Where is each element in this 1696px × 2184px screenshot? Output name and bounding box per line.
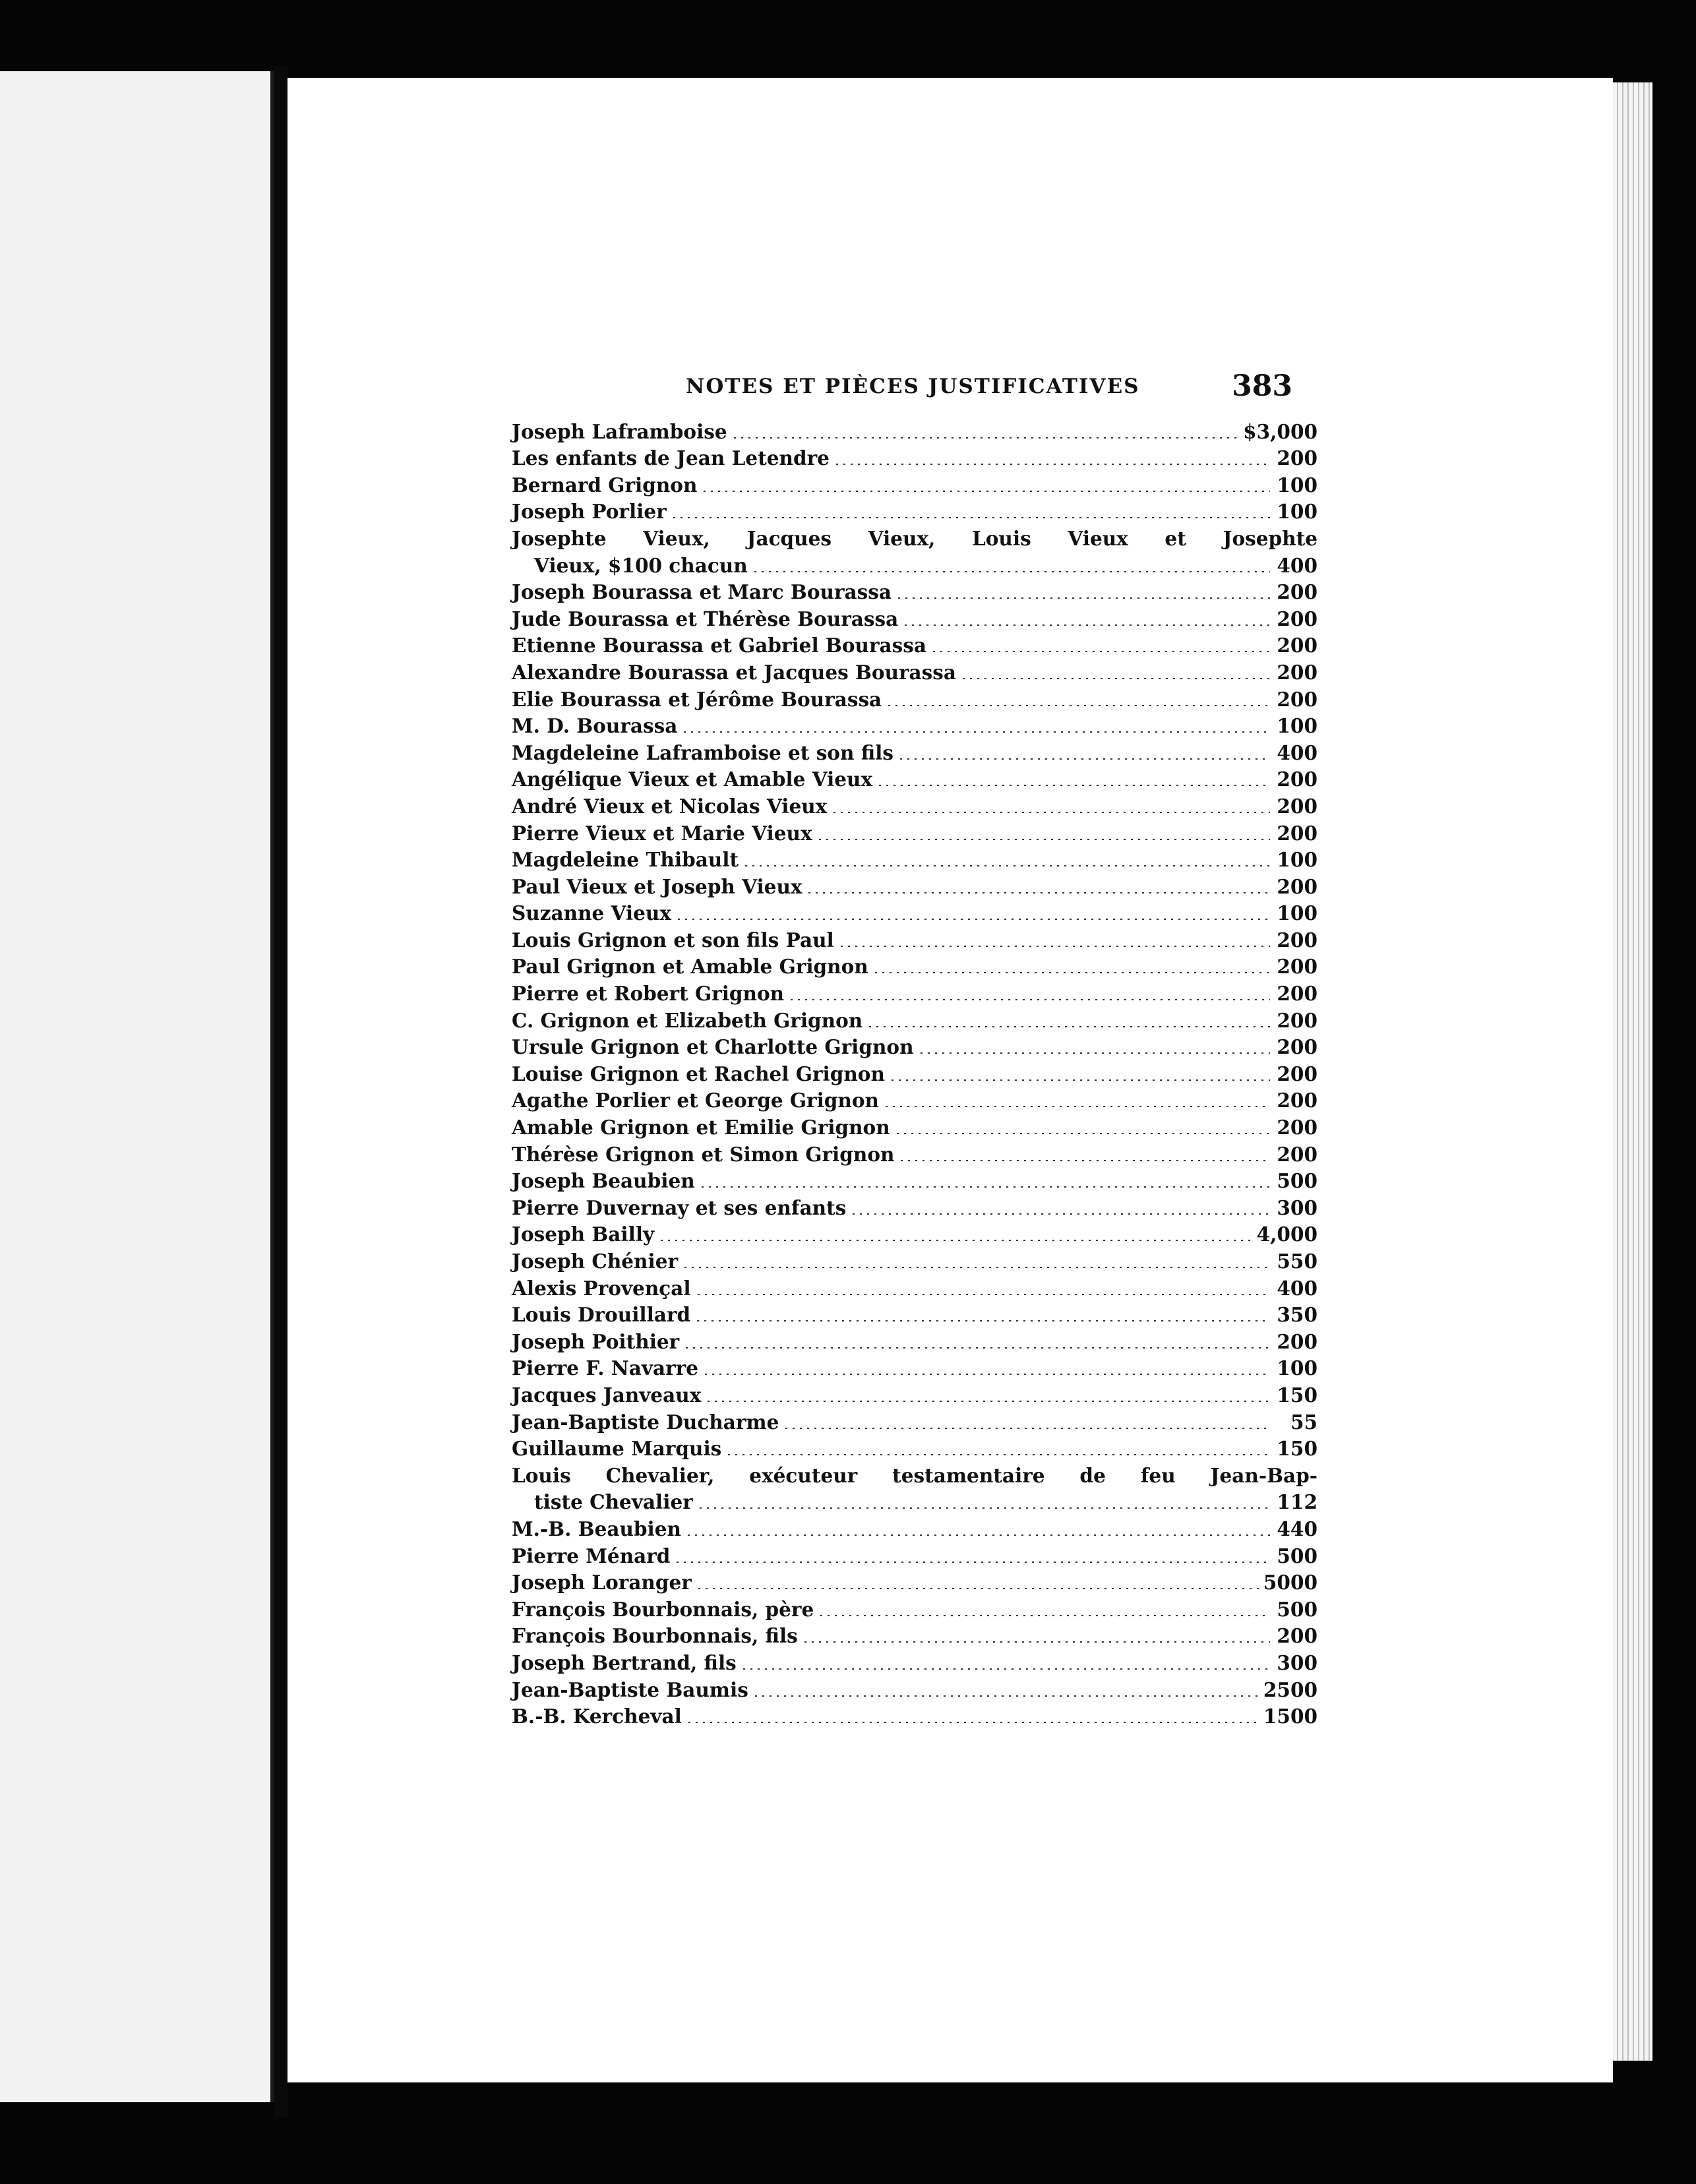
entry-name: Agathe Porlier et George Grignon xyxy=(512,1089,879,1112)
entry-amount: 200 xyxy=(1277,1624,1317,1648)
entry-amount: 550 xyxy=(1277,1250,1317,1273)
dot-leader xyxy=(702,1374,1270,1375)
dot-leader xyxy=(701,491,1270,492)
entry-name: Pierre Vieux et Marie Vieux xyxy=(512,821,812,845)
list-item xyxy=(512,632,1323,659)
page-header xyxy=(686,369,1292,409)
entry-amount: 200 xyxy=(1277,794,1317,818)
running-title: NOTES ET PIÈCES JUSTIFICATIVES xyxy=(686,375,1140,398)
dot-leader xyxy=(897,758,1270,760)
list-item xyxy=(512,1034,1323,1061)
dot-leader xyxy=(674,1562,1270,1563)
dot-leader xyxy=(918,1052,1270,1054)
facing-page-edge xyxy=(0,71,274,2102)
list-item xyxy=(512,445,1323,472)
entry-name: Paul Grignon et Amable Grignon xyxy=(512,955,868,979)
list-item xyxy=(512,525,1323,578)
list-item xyxy=(512,1007,1323,1034)
entry-amount: 500 xyxy=(1277,1169,1317,1193)
dot-leader xyxy=(902,624,1270,626)
entry-name: Joseph Chénier xyxy=(512,1250,679,1273)
entry-name: Magdeleine Laframboise et son fils xyxy=(512,741,893,764)
entry-amount: 400 xyxy=(1277,741,1317,764)
entry-name: François Bourbonnais, père xyxy=(512,1597,814,1621)
list-item xyxy=(512,1194,1323,1221)
list-item xyxy=(512,1436,1323,1463)
entry-name: B.-B. Kercheval xyxy=(512,1705,682,1728)
list-item xyxy=(512,1623,1323,1650)
list-item xyxy=(512,1409,1323,1436)
dot-leader xyxy=(866,1026,1270,1027)
entry-amount: 200 xyxy=(1277,768,1317,791)
dot-leader xyxy=(894,1133,1270,1134)
entry-name: Jean-Baptiste Baumis xyxy=(512,1678,748,1701)
dot-leader xyxy=(818,1615,1270,1616)
dot-leader xyxy=(883,1106,1270,1107)
entry-name: Bernard Grignon xyxy=(512,473,698,497)
dot-leader xyxy=(671,517,1270,518)
entry-amount: 440 xyxy=(1277,1517,1317,1540)
entry-amount: 5000 xyxy=(1263,1571,1317,1594)
list-item xyxy=(512,1542,1323,1569)
list-item xyxy=(512,1168,1323,1195)
dot-leader xyxy=(895,597,1270,599)
entry-amount: 200 xyxy=(1277,580,1317,604)
list-item xyxy=(512,418,1323,445)
entry-amount: 400 xyxy=(1277,553,1317,577)
entry-amount: 200 xyxy=(1277,982,1317,1006)
dot-leader xyxy=(806,892,1270,894)
entry-name: Magdeleine Thibault xyxy=(512,848,739,872)
entry-amount: 200 xyxy=(1277,446,1317,470)
dot-leader xyxy=(697,1507,1270,1509)
list-item xyxy=(512,847,1323,874)
entry-name: Joseph Bertrand, fils xyxy=(512,1651,737,1674)
entry-amount: 100 xyxy=(1277,901,1317,925)
entry-amount: 100 xyxy=(1277,1356,1317,1380)
subscription-list xyxy=(512,418,1323,1730)
entry-amount: 200 xyxy=(1277,1142,1317,1166)
dot-leader xyxy=(658,1240,1252,1241)
list-item xyxy=(512,713,1323,740)
entry-amount: 200 xyxy=(1277,687,1317,711)
entry-name: Louise Grignon et Rachel Grignon xyxy=(512,1062,885,1085)
dot-leader xyxy=(889,1079,1270,1081)
entry-amount: 200 xyxy=(1277,634,1317,657)
list-item xyxy=(512,873,1323,900)
entry-name: Etienne Bourassa et Gabriel Bourassa xyxy=(512,634,926,657)
list-item xyxy=(512,980,1323,1007)
entry-name: Joseph Loranger xyxy=(512,1571,692,1594)
entry-amount: 300 xyxy=(1277,1651,1317,1674)
list-item xyxy=(512,1248,1323,1275)
list-item xyxy=(512,1596,1323,1623)
entry-name: Joseph Bailly xyxy=(512,1223,655,1246)
list-item xyxy=(512,1462,1323,1515)
list-item xyxy=(512,1275,1323,1302)
entry-name: Josephte Vieux, Jacques Vieux, Louis Vieux et Josephte xyxy=(512,526,1317,550)
page-fore-edge xyxy=(1613,82,1652,2061)
dot-leader xyxy=(699,1186,1270,1188)
entry-amount: 300 xyxy=(1277,1196,1317,1219)
entry-amount: 4,000 xyxy=(1256,1223,1317,1246)
dot-leader xyxy=(816,839,1270,840)
dot-leader xyxy=(833,464,1270,465)
entry-amount: 200 xyxy=(1277,1062,1317,1085)
entry-amount: 55 xyxy=(1290,1410,1317,1434)
book-gutter xyxy=(274,66,288,2117)
entry-amount: 200 xyxy=(1277,874,1317,898)
list-item xyxy=(512,1060,1323,1087)
list-item xyxy=(512,1087,1323,1114)
dot-leader xyxy=(731,437,1239,439)
entry-name: Ursule Grignon et Charlotte Grignon xyxy=(512,1035,914,1059)
entry-name: Pierre Duvernay et ses enfants xyxy=(512,1196,847,1219)
list-item xyxy=(512,739,1323,766)
entry-name: Jude Bourassa et Thérèse Bourassa xyxy=(512,607,899,630)
entry-name-continuation: Vieux, $100 chacun xyxy=(534,553,748,577)
entry-amount: 200 xyxy=(1277,1089,1317,1112)
dot-leader xyxy=(960,678,1270,679)
dot-leader xyxy=(752,571,1270,572)
dot-leader xyxy=(898,1160,1270,1161)
entry-name: André Vieux et Nicolas Vieux xyxy=(512,794,828,818)
entry-name: Guillaume Marquis xyxy=(512,1437,722,1461)
dot-leader xyxy=(696,1588,1259,1589)
entry-name: M.-B. Beaubien xyxy=(512,1517,681,1540)
entry-name: Joseph Bourassa et Marc Bourassa xyxy=(512,580,892,604)
list-item xyxy=(512,471,1323,499)
dot-leader xyxy=(741,1668,1270,1670)
dot-leader xyxy=(675,919,1270,920)
entry-amount: 200 xyxy=(1277,1035,1317,1059)
dot-leader xyxy=(742,865,1270,866)
list-item xyxy=(512,900,1323,927)
entry-amount: 200 xyxy=(1277,1116,1317,1139)
entry-name: Alexis Provençal xyxy=(512,1276,691,1300)
entry-name: François Bourbonnais, fils xyxy=(512,1624,798,1648)
entry-amount: 200 xyxy=(1277,955,1317,979)
dot-leader xyxy=(685,1534,1270,1536)
entry-amount: 500 xyxy=(1277,1544,1317,1567)
list-item xyxy=(512,926,1323,954)
list-item xyxy=(512,605,1323,632)
entry-name: M. D. Bourassa xyxy=(512,714,678,738)
list-item xyxy=(512,793,1323,820)
list-item xyxy=(512,1569,1323,1596)
dot-leader xyxy=(876,785,1270,786)
entry-name: Angélique Vieux et Amable Vieux xyxy=(512,768,873,791)
entry-name: Joseph Beaubien xyxy=(512,1169,695,1193)
entry-name: Paul Vieux et Joseph Vieux xyxy=(512,874,803,898)
list-item xyxy=(512,1141,1323,1168)
dot-leader xyxy=(838,946,1270,947)
dot-leader xyxy=(831,812,1270,813)
entry-name: Joseph Poithier xyxy=(512,1329,680,1353)
list-item xyxy=(512,820,1323,847)
entry-amount: $3,000 xyxy=(1243,419,1317,443)
dot-leader xyxy=(725,1454,1270,1455)
dot-leader xyxy=(752,1695,1259,1697)
list-item xyxy=(512,499,1323,526)
list-item xyxy=(512,1302,1323,1329)
entry-name-continuation: tiste Chevalier xyxy=(534,1490,693,1514)
dot-leader xyxy=(686,1722,1259,1723)
entry-amount: 500 xyxy=(1277,1597,1317,1621)
entry-name: Suzanne Vieux xyxy=(512,901,671,925)
list-item xyxy=(512,1328,1323,1355)
entry-name: Pierre et Robert Grignon xyxy=(512,982,785,1006)
dot-leader xyxy=(705,1401,1270,1402)
list-item xyxy=(512,1355,1323,1382)
dot-leader xyxy=(788,999,1270,1000)
list-item xyxy=(512,1114,1323,1141)
entry-name: Louis Grignon et son fils Paul xyxy=(512,928,834,952)
entry-amount: 200 xyxy=(1277,928,1317,952)
entry-amount: 2500 xyxy=(1263,1678,1317,1701)
dot-leader xyxy=(695,1294,1270,1295)
list-item xyxy=(512,579,1323,606)
dot-leader xyxy=(802,1641,1270,1643)
entry-name: Joseph Laframboise xyxy=(512,419,727,443)
dot-leader xyxy=(930,651,1270,652)
list-item xyxy=(512,659,1323,686)
entry-amount: 100 xyxy=(1277,500,1317,524)
dot-leader xyxy=(872,972,1270,973)
page-number: 383 xyxy=(1232,369,1292,403)
entry-amount: 150 xyxy=(1277,1437,1317,1461)
entry-amount: 150 xyxy=(1277,1383,1317,1407)
list-item xyxy=(512,1676,1323,1703)
entry-amount: 200 xyxy=(1277,821,1317,845)
entry-amount: 100 xyxy=(1277,848,1317,872)
entry-name: Thérèse Grignon et Simon Grignon xyxy=(512,1142,895,1166)
entry-amount: 200 xyxy=(1277,1008,1317,1032)
entry-name: Louis Drouillard xyxy=(512,1303,691,1327)
list-item xyxy=(512,1515,1323,1542)
entry-amount: 112 xyxy=(1277,1490,1317,1514)
list-item xyxy=(512,1703,1323,1730)
list-item xyxy=(512,1381,1323,1409)
dot-leader xyxy=(783,1428,1270,1429)
entry-name: Jacques Janveaux xyxy=(512,1383,702,1407)
entry-name: Pierre F. Navarre xyxy=(512,1356,698,1380)
entry-name: Les enfants de Jean Letendre xyxy=(512,446,830,470)
dot-leader xyxy=(681,731,1270,733)
dot-leader xyxy=(886,705,1270,706)
entry-name: C. Grignon et Elizabeth Grignon xyxy=(512,1008,863,1032)
entry-amount: 100 xyxy=(1277,473,1317,497)
entry-name: Louis Chevalier, exécuteur testamentaire de feu Jean-Bap- xyxy=(512,1463,1317,1487)
entry-amount: 100 xyxy=(1277,714,1317,738)
dot-leader xyxy=(683,1347,1270,1349)
entry-amount: 400 xyxy=(1277,1276,1317,1300)
list-item xyxy=(512,766,1323,793)
entry-name: Pierre Ménard xyxy=(512,1544,671,1567)
list-item xyxy=(512,954,1323,981)
entry-amount: 200 xyxy=(1277,1329,1317,1353)
entry-amount: 1500 xyxy=(1263,1705,1317,1728)
list-item xyxy=(512,1221,1323,1248)
dot-leader xyxy=(694,1320,1270,1321)
entry-amount: 200 xyxy=(1277,660,1317,684)
entry-amount: 350 xyxy=(1277,1303,1317,1327)
entry-amount: 200 xyxy=(1277,607,1317,630)
list-item xyxy=(512,1649,1323,1676)
dot-leader xyxy=(682,1267,1270,1268)
entry-name: Elie Bourassa et Jérôme Bourassa xyxy=(512,687,882,711)
entry-name: Amable Grignon et Emilie Grignon xyxy=(512,1116,890,1139)
dot-leader xyxy=(850,1213,1270,1215)
entry-name: Joseph Porlier xyxy=(512,500,667,524)
list-item xyxy=(512,686,1323,713)
entry-name: Alexandre Bourassa et Jacques Bourassa xyxy=(512,660,957,684)
entry-name: Jean-Baptiste Ducharme xyxy=(512,1410,779,1434)
